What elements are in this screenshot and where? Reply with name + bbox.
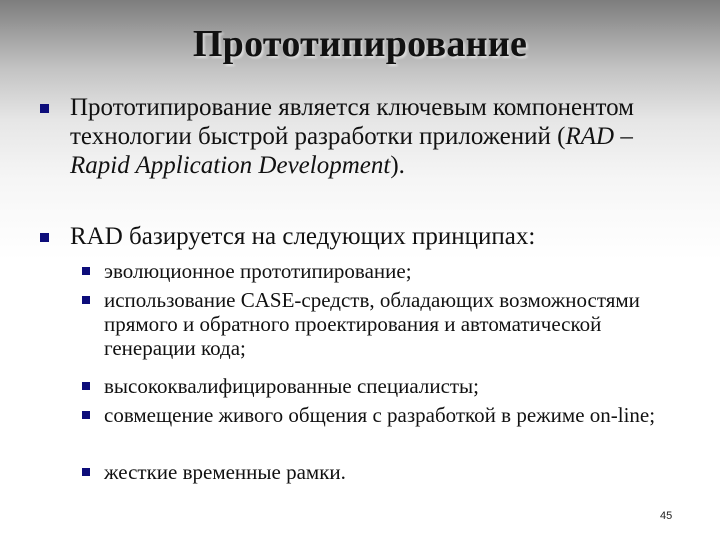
square-bullet-icon <box>40 233 49 242</box>
slide-title: Прототипирование <box>192 23 528 65</box>
square-bullet-icon <box>40 104 49 113</box>
bullet-text-part: ). <box>390 152 405 179</box>
square-bullet-icon <box>82 267 90 275</box>
sub-bullet-item: совмещение живого общения с разработкой в режиме on-line; <box>104 403 656 427</box>
bullet-text-part: Прототипирование является ключевым компонентом технологии быстрой разработки приложений ( <box>70 94 634 150</box>
square-bullet-icon <box>82 468 90 476</box>
bullet-item-rad-definition <box>70 93 690 180</box>
sub-bullet-item: высококвалифицированные специалисты; <box>104 374 480 398</box>
square-bullet-icon <box>82 296 90 304</box>
sub-bullet-item: эволюционное прототипирование; <box>104 259 412 283</box>
square-bullet-icon <box>82 382 90 390</box>
sub-bullet-item: жесткие временные рамки. <box>104 460 346 484</box>
bullet-text-italic: RAD – Rapid Application Development <box>70 123 633 179</box>
square-bullet-icon <box>82 411 90 419</box>
sub-bullet-item: использование CASE-средств, обладающих возможностями прямого и обратного проектирования и автоматической генерации кода; <box>104 288 640 360</box>
bullet-item-rad-principles: RAD базируется на следующих принципах: <box>70 223 536 250</box>
page-number: 45 <box>660 510 673 522</box>
